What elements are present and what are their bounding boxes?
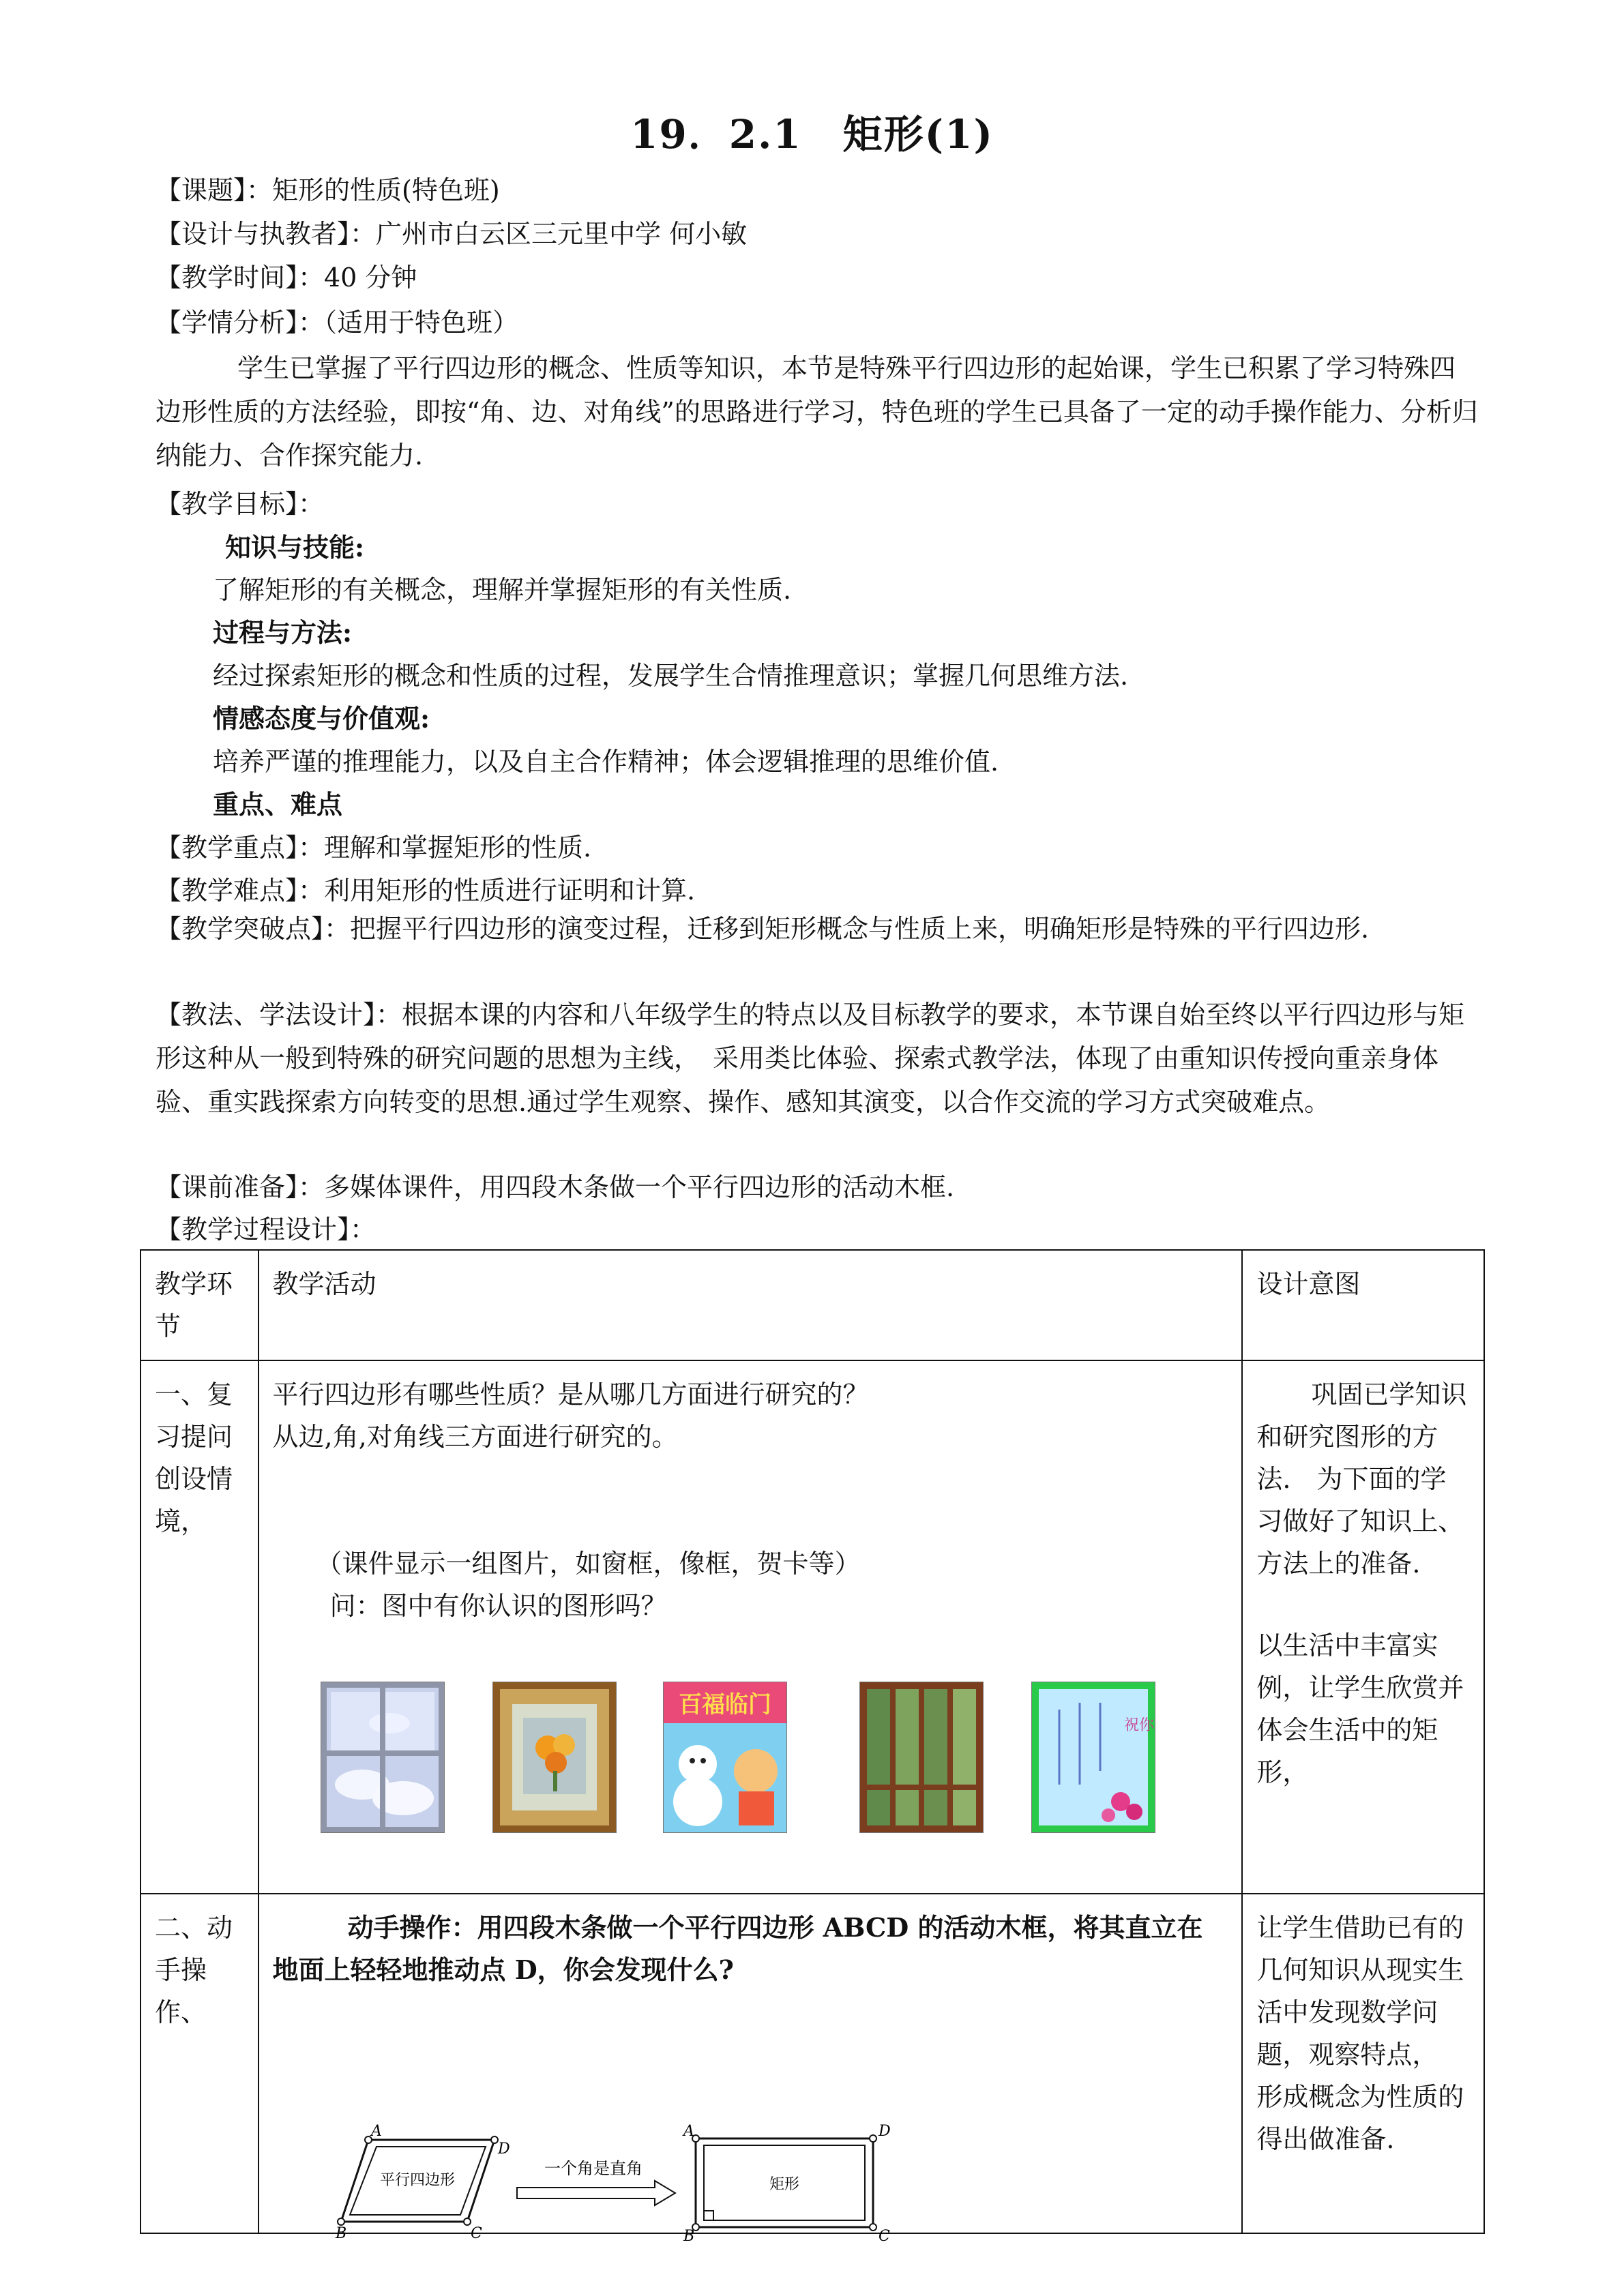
process-table [140, 1249, 1485, 2245]
row1-activity [259, 1360, 1243, 1894]
vertex-b-right: B [683, 2228, 694, 2245]
key-difficulty-heading: 重点、难点 [213, 789, 343, 820]
goal-process-text: 经过探索矩形的概念和性质的过程，发展学生合情推理意识；掌握几何思维方法. [213, 661, 1129, 691]
prep-line: 【课前准备】：多媒体课件，用四段木条做一个平行四边形的活动木框. [156, 1172, 955, 1202]
header-stage: 教学环节 [141, 1250, 259, 1360]
vertex-d-left: D [497, 2141, 510, 2158]
row1-intent-text2: 以生活中丰富实例，让学生欣赏并体会生活中的矩形， [1256, 1630, 1464, 1787]
card-title: 百福临门 [678, 1691, 771, 1718]
table-row [141, 1894, 1484, 2233]
vertex-c-left: C [470, 2225, 482, 2242]
analysis-text: 学生已掌握了平行四边形的概念、性质等知识，本节是特殊平行四边形的起始课，学生已积累了学习特殊四边形性质的方法经验，即按“角、边、对角线”的思路进行学习，特色班的学生已具备了一定的动手操作能力、分析归纳能力、合作探究能力. [156, 353, 1478, 471]
header-intent: 设计意图 [1242, 1250, 1484, 1360]
row2-intent: 让学生借助已有的几何知识从现实生活中发现数学问题，观察特点， 形成概念为性质的得出做准备. [1242, 1894, 1484, 2233]
goal-attitude-text: 培养严谨的推理能力，以及自主合作精神；体会逻辑推理的思维价值. [213, 747, 999, 777]
goals-heading: 【教学目标】： [156, 489, 325, 519]
breakthrough-text: 【教学突破点】：把握平行四边形的演变过程，迁移到矩形概念与性质上来，明确矩形是特殊的平行四边形. [156, 914, 1370, 944]
topic-line: 【课题】：矩形的性质(特色班) [156, 175, 500, 205]
designer-line: 【设计与执教者】：广州市白云区三元里中学 何小敏 [156, 219, 748, 249]
card-greeting: 祝你 [1123, 1717, 1154, 1734]
analysis-heading: 【学情分析】：（适用于特色班） [156, 308, 519, 338]
vertex-b-left: B [335, 2225, 346, 2242]
row2-activity [259, 1894, 1243, 2245]
vertex-a-right: A [683, 2123, 694, 2140]
header-activity: 教学活动 [259, 1250, 1243, 1360]
table-row [141, 1360, 1484, 1894]
goal-attitude-title: 情感态度与价值观: [213, 703, 430, 734]
greeting-card-image [663, 1682, 787, 1833]
row1-intent [1242, 1360, 1484, 1894]
goal-process-title: 过程与方法: [213, 617, 353, 648]
row1-question: 平行四边形有哪些性质？是从哪几方面进行研究的？ [272, 1380, 869, 1410]
vertex-d-right: D [878, 2123, 891, 2140]
goal-knowledge-title: 知识与技能: [225, 532, 365, 563]
parallelogram-label: 平行四边形 [379, 2172, 455, 2189]
folding-door-image [859, 1682, 984, 1833]
page-title: 19．2.1 矩形(1) [630, 111, 994, 158]
right-angle-mark [704, 2211, 713, 2220]
row1-prompt: 问：图中有你认识的图形吗？ [329, 1591, 667, 1621]
row2-stage: 二、动手操作、 [141, 1894, 259, 2233]
row1-stage: 一、复习提问创设情境， [141, 1360, 259, 1894]
row1-courseware-note: （课件显示一组图片，如窗框，像框，贺卡等） [316, 1549, 861, 1579]
vertex-c-right: C [878, 2228, 890, 2245]
row2-activity-text: 动手操作：用四段木条做一个平行四边形 ABCD 的活动木框，将其直立在地面上轻轻地推动点 D，你会发现什么? [272, 1912, 1203, 1985]
time-line: 【教学时间】：40 分钟 [156, 263, 417, 293]
key-point-line: 【教学重点】：理解和掌握矩形的性质. [156, 833, 592, 863]
window-image [321, 1682, 445, 1833]
vertex-a-left: A [370, 2123, 382, 2140]
table-header-row [141, 1250, 1484, 1360]
rectangle-label: 矩形 [769, 2176, 799, 2193]
green-card-image [1031, 1682, 1155, 1833]
arrow-label: 一个角是直角 [544, 2159, 643, 2178]
goal-knowledge-text: 了解矩形的有关概念，理解并掌握矩形的有关性质. [213, 575, 792, 605]
picture-frame-image [492, 1682, 617, 1833]
parallelogram-to-rectangle-diagram [327, 2123, 914, 2245]
row1-answer: 从边,角,对角线三方面进行研究的。 [272, 1422, 678, 1452]
row1-intent-text1: 巩固已学知识和研究图形的方法. 为下面的学习做好了知识上、方法上的准备. [1256, 1380, 1467, 1579]
methods-text: 【教法、学法设计】：根据本课的内容和八年级学生的特点以及目标教学的要求，本节课自始至终以平行四边形与矩形这种从一般到特殊的研究问题的思想为主线， 采用类比体验、探索式教学法，体现了由重知识传授向重亲身体验、重实践探索方向转变的思想.通过学生观察、操作、感知其演变，以合作交流的学习方式突破难点。 [156, 1000, 1465, 1117]
difficulty-line: 【教学难点】：利用矩形的性质进行证明和计算. [156, 876, 696, 906]
process-heading: 【教学过程设计】： [156, 1214, 377, 1244]
arrow-shape [517, 2181, 675, 2205]
